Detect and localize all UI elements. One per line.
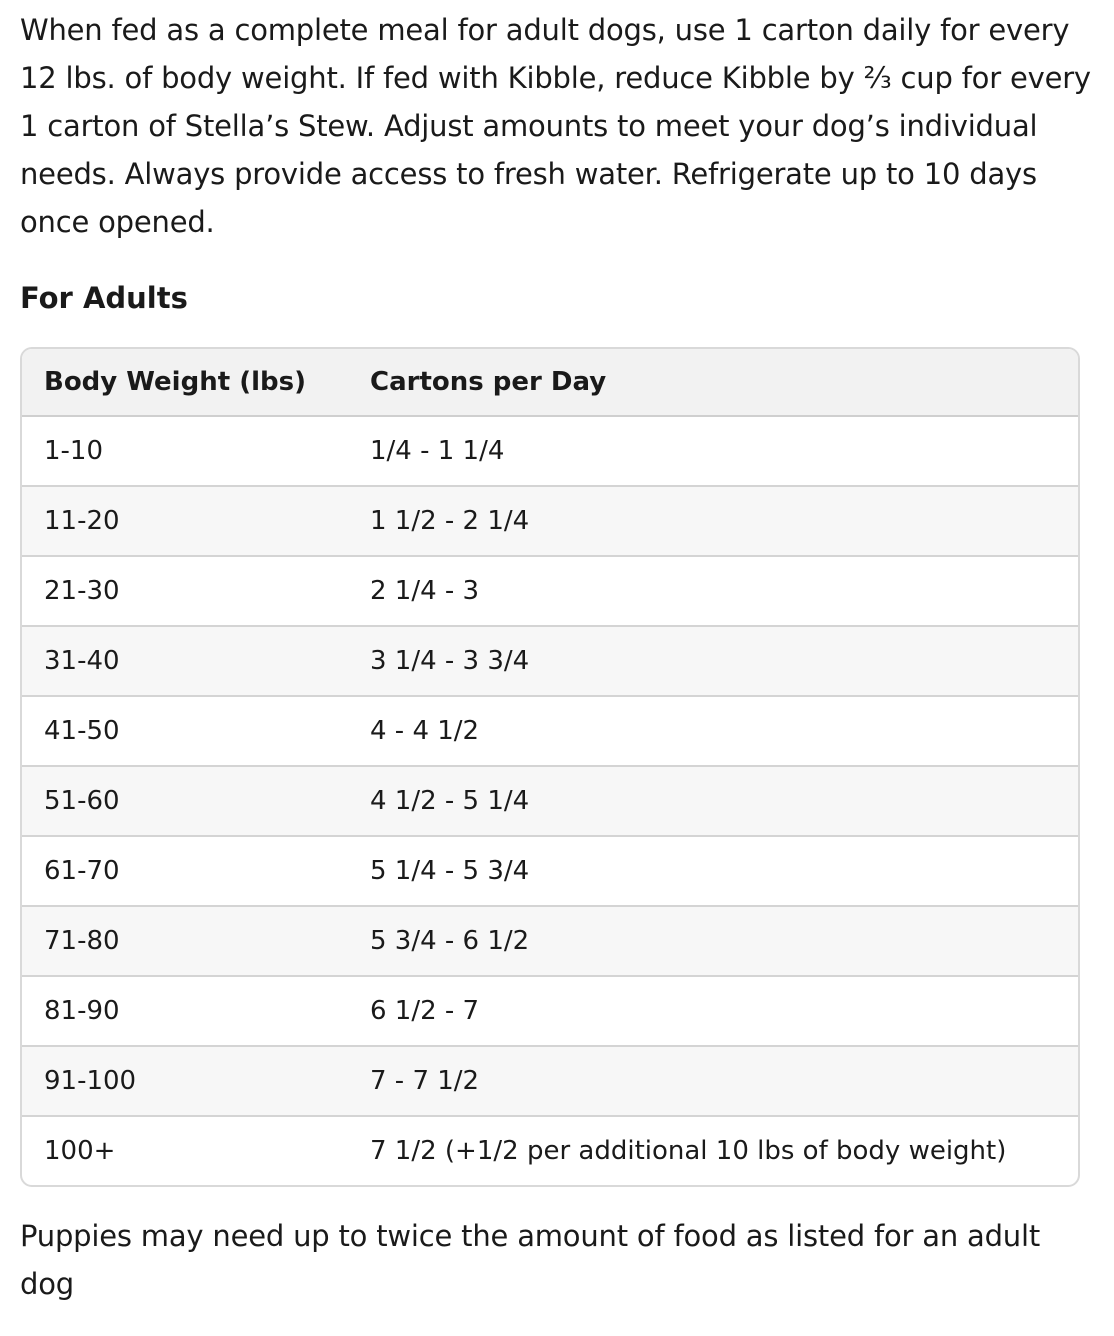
feeding-guide	[20, 6, 1094, 1301]
table-row	[22, 696, 1078, 766]
table-header-row	[22, 349, 1078, 416]
feeding-instructions-text: When fed as a complete meal for adult dogs, use 1 carton daily for every 12 lbs. of body weight. If fed with Kibble, reduce Kibble by ⅔ cup for every 1 carton of Stella’s Stew. Adjust amounts to meet your dog’s individual needs. Always provide access to fresh water. Refrigerate up to 10 days once opened.	[20, 13, 1091, 239]
feeding-table-header	[22, 349, 1078, 416]
cell-body-weight: 61-70	[22, 836, 348, 906]
cell-body-weight: 100+	[44, 1136, 116, 1166]
cell-cartons-per-day: 7 - 7 1/2	[348, 1046, 1078, 1116]
cell-body-weight: 1-10	[22, 416, 348, 486]
cell-cartons-per-day: 4 - 4 1/2	[348, 696, 1078, 766]
table-row	[22, 486, 1078, 556]
cell-body-weight: 31-40	[22, 626, 348, 696]
table-row	[22, 836, 1078, 906]
header-body-weight: Body Weight (lbs)	[22, 349, 348, 416]
table-row	[22, 416, 1078, 486]
table-row	[22, 976, 1078, 1046]
cell-cartons-per-day: 5 3/4 - 6 1/2	[348, 906, 1078, 976]
cell-cartons-per-day: 4 1/2 - 5 1/4	[348, 766, 1078, 836]
cell-body-weight: 21-30	[22, 556, 348, 626]
cell-cartons-per-day: 2 1/4 - 3	[348, 556, 1078, 626]
cell-cartons-per-day: 6 1/2 - 7	[348, 976, 1078, 1046]
table-row	[22, 906, 1078, 976]
table-row	[22, 556, 1078, 626]
cell-cartons-per-day: 7 1/2 (+1/2 per additional 10 lbs of body weight)	[370, 1136, 1007, 1166]
cell-cartons-per-day: 1 1/2 - 2 1/4	[348, 486, 1078, 556]
table-row	[22, 1046, 1078, 1116]
feeding-table-container	[20, 347, 1080, 1187]
feeding-table	[22, 349, 1078, 1185]
table-row	[22, 1116, 1078, 1185]
cell-body-weight: 81-90	[22, 976, 348, 1046]
cell-cartons-per-day: 3 1/4 - 3 3/4	[348, 626, 1078, 696]
cell-cartons-per-day: 5 1/4 - 5 3/4	[348, 836, 1078, 906]
feeding-table-body	[22, 416, 1078, 1185]
cell-cartons-per-day: 1/4 - 1 1/4	[348, 416, 1078, 486]
cell-body-weight: 41-50	[22, 696, 348, 766]
table-row	[22, 766, 1078, 836]
section-heading-adults: For Adults	[20, 281, 188, 315]
puppy-note: Puppies may need up to twice the amount of food as listed for an adult dog	[20, 1219, 1041, 1301]
cell-body-weight: 71-80	[22, 906, 348, 976]
cell-body-weight: 11-20	[22, 486, 348, 556]
header-cartons-per-day: Cartons per Day	[348, 349, 1078, 416]
table-row	[22, 626, 1078, 696]
cell-body-weight: 51-60	[22, 766, 348, 836]
cell-body-weight: 91-100	[22, 1046, 348, 1116]
